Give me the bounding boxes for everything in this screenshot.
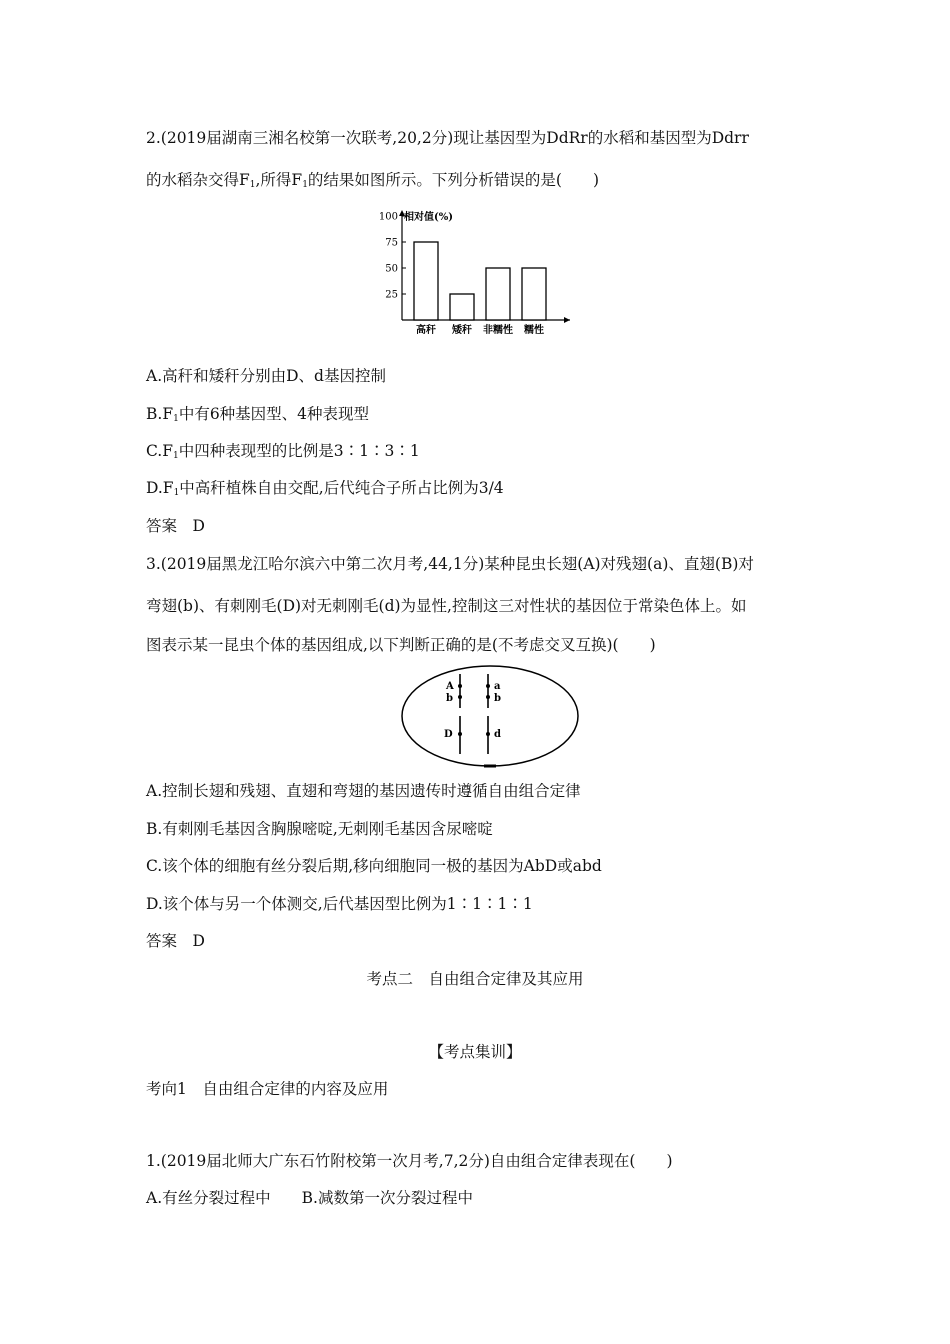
gene-label-d: d bbox=[494, 729, 501, 740]
subscript: 1 bbox=[173, 414, 179, 424]
bar-chart bbox=[370, 204, 580, 338]
y-tick-label: 25 bbox=[385, 289, 398, 301]
subscript: 1 bbox=[302, 180, 308, 190]
q2-stem-line2 bbox=[146, 170, 599, 195]
x-tick-label: 矮秆 bbox=[452, 325, 472, 336]
direction-heading: 考向1 自由组合定律的内容及应用 bbox=[146, 1080, 389, 1098]
gene-label-b: b bbox=[494, 693, 501, 704]
option-part: 中四种表现型的比例是3∶1∶3∶1 bbox=[178, 442, 420, 460]
q3-option-d: D.该个体与另一个体测交,后代基因型比例为1∶1∶1∶1 bbox=[146, 895, 533, 913]
option-part: B.F bbox=[146, 405, 174, 423]
q3-option-b: B.有刺刚毛基因含胸腺嘧啶,无刺刚毛基因含尿嘧啶 bbox=[146, 820, 493, 838]
subscript: 1 bbox=[173, 488, 180, 498]
section-title: 考点二 自由组合定律及其应用 bbox=[366, 970, 584, 988]
bar-3 bbox=[522, 268, 546, 320]
q2-option-a: A.高秆和矮秆分别由D、d基因控制 bbox=[146, 367, 386, 385]
x-axis-arrow bbox=[564, 317, 570, 323]
q2-stem-part: ,所得F bbox=[255, 171, 303, 189]
y-tick-label: 50 bbox=[385, 263, 398, 275]
cell-diagram bbox=[400, 664, 580, 768]
q1-stem: 1.(2019届北师大广东石竹附校第一次月考,7,2分)自由组合定律表现在( ) bbox=[146, 1152, 673, 1170]
gene-label-D: D bbox=[444, 729, 453, 740]
x-tick-label: 非糯性 bbox=[483, 325, 513, 336]
y-tick-label: 75 bbox=[385, 237, 398, 249]
cell-diagram-svg bbox=[400, 664, 580, 768]
y-tick-label: 100 bbox=[378, 211, 398, 223]
gene-label-A: A bbox=[446, 681, 454, 692]
q3-option-a: A.控制长翅和残翅、直翅和弯翅的基因遗传时遵循自由组合定律 bbox=[146, 782, 581, 800]
gene-locus-dot bbox=[458, 684, 462, 688]
gene-locus-dot bbox=[486, 684, 490, 688]
bar-1 bbox=[450, 294, 474, 320]
gene-locus-dot bbox=[458, 732, 462, 736]
q3-answer: 答案 D bbox=[146, 932, 205, 950]
bar-0 bbox=[414, 242, 438, 320]
gene-locus-dot bbox=[486, 732, 490, 736]
bar-2 bbox=[486, 268, 510, 320]
option-part: C.F bbox=[146, 442, 173, 460]
bar-chart-svg bbox=[370, 204, 580, 338]
cell-outline bbox=[402, 666, 578, 766]
q3-stem-line3: 图表示某一昆虫个体的基因组成,以下判断正确的是(不考虑交叉互换)( ) bbox=[146, 636, 656, 654]
y-axis-label: 相对值(%) bbox=[404, 212, 453, 223]
option-part: D.F bbox=[146, 479, 174, 497]
q2-option-d bbox=[146, 478, 504, 503]
x-tick-label: 糯性 bbox=[524, 325, 544, 336]
q3-option-c: C.该个体的细胞有丝分裂后期,移向细胞同一极的基因为AbD或abd bbox=[146, 857, 602, 875]
q3-stem-line1: 3.(2019届黑龙江哈尔滨六中第二次月考,44,1分)某种昆虫长翅(A)对残翅(a)、直翅(B)对 bbox=[146, 555, 754, 573]
q2-stem-line1: 2.(2019届湖南三湘名校第一次联考,20,2分)现让基因型为DdRr的水稻和基因型为Ddrr bbox=[146, 129, 749, 147]
q2-option-c bbox=[146, 441, 420, 466]
option-part: 中高秆植株自由交配,后代纯合子所占比例为3/4 bbox=[179, 479, 504, 497]
q3-stem-line2: 弯翅(b)、有刺刚毛(D)对无刺刚毛(d)为显性,控制这三对性状的基因位于常染色体上。如 bbox=[146, 597, 747, 615]
q1-options: A.有丝分裂过程中 B.减数第一次分裂过程中 bbox=[146, 1189, 473, 1207]
section-subtitle: 【考点集训】 bbox=[428, 1043, 522, 1061]
q2-answer: 答案 D bbox=[146, 517, 205, 535]
subscript: 1 bbox=[249, 180, 256, 190]
x-tick-label: 高秆 bbox=[416, 325, 436, 336]
gene-locus-dot bbox=[458, 695, 462, 699]
q2-option-b bbox=[146, 404, 369, 429]
subscript: 1 bbox=[173, 451, 179, 461]
gene-label-a: a bbox=[494, 681, 501, 692]
option-part: 中有6种基因型、4种表现型 bbox=[178, 405, 370, 423]
gene-locus-dot bbox=[486, 695, 490, 699]
gene-label-b: b bbox=[446, 693, 453, 704]
q2-stem-part: 的水稻杂交得F bbox=[146, 171, 250, 189]
q2-stem-part: 的结果如图所示。下列分析错误的是( ) bbox=[307, 171, 600, 189]
